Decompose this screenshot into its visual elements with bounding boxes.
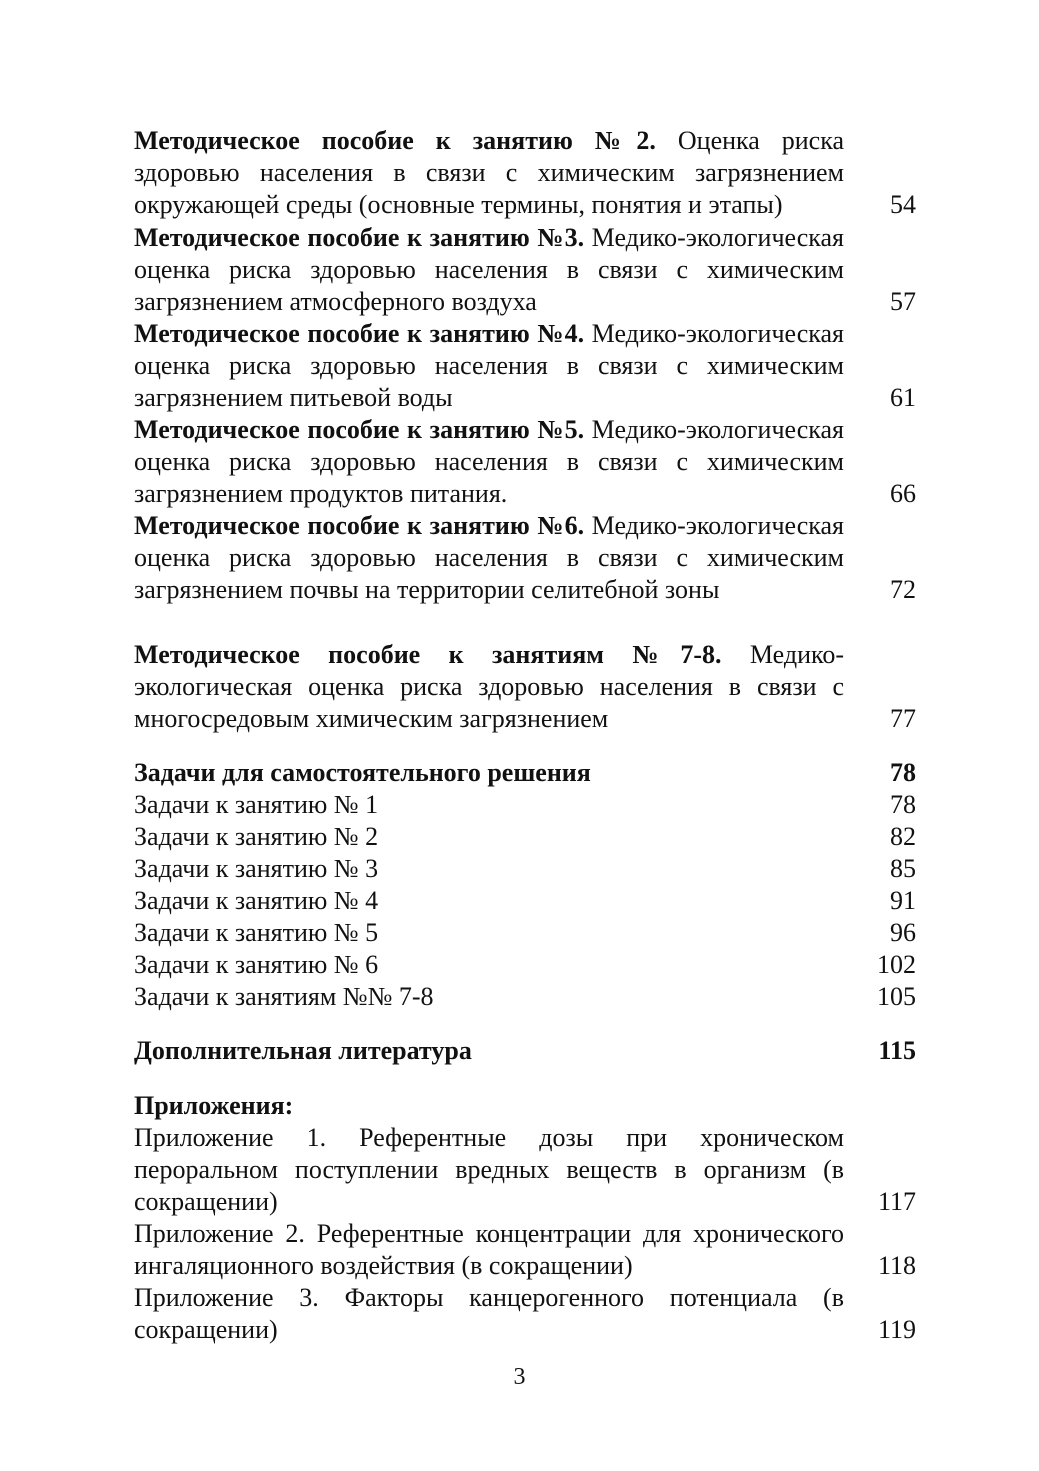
toc-entry-text (134, 318, 844, 414)
toc-page-number: 66 (890, 479, 916, 508)
toc-appendix-1 (134, 1122, 916, 1218)
toc-entry-description: Медико-экологическая оценка риска здоровью населения в связи с химическим загрязнением продуктов питания. (134, 415, 844, 508)
toc-page-number: 78 (890, 758, 916, 787)
toc-entry-title: Методическое пособие к занятию №3. (134, 223, 585, 252)
toc-entry-description: Медико-экологическая оценка риска здоровью населения в связи с химическим загрязнением атмосферного воздуха (134, 223, 844, 316)
toc-entry-title: Методическое пособие к занятию №2. (134, 126, 656, 155)
toc-section-title: Задачи для самостоятельного решения (134, 758, 591, 787)
toc-entry-title: Методическое пособие к занятию №5. (134, 415, 585, 444)
toc-section-title: Дополнительная литература (134, 1036, 472, 1065)
toc-entry-description: Медико-экологическая оценка риска здоровью населения в связи с многосредовым химическим загрязнением (134, 640, 844, 733)
toc-task-label: Задачи к занятию № 3 (134, 854, 379, 883)
toc-entry-text (134, 125, 844, 221)
toc-task-3 (134, 853, 916, 885)
toc-section-title: Приложения: (134, 1091, 294, 1120)
toc-page-number: 96 (890, 918, 916, 947)
toc-entry-title: Методическое пособие к занятию №6. (134, 511, 585, 540)
toc-page-number: 54 (890, 190, 916, 219)
page-number: 3 (513, 1364, 526, 1390)
toc-entry-title: Методическое пособие к занятию №4. (134, 319, 585, 348)
toc-page-number: 61 (890, 383, 916, 412)
toc-page-number: 82 (890, 822, 916, 851)
toc-entry-text (134, 639, 844, 735)
toc-entry-lesson-2 (134, 125, 916, 221)
toc-entry-lesson-5 (134, 414, 916, 510)
toc-appendix-text: Приложение 3. Факторы канцерогенного потенциала (в сокращении) (134, 1283, 844, 1344)
toc-entry-description: Медико-экологическая оценка риска здоровью населения в связи с химическим загрязнением питьевой воды (134, 319, 844, 412)
toc-entry-lesson-3 (134, 222, 916, 318)
toc-appendix-text: Приложение 1. Референтные дозы при хроническом пероральном поступлении вредных веществ в организм (в сокращении) (134, 1123, 844, 1216)
toc-entry-lessons-7-8 (134, 639, 916, 735)
toc-task-label: Задачи к занятию № 5 (134, 918, 379, 947)
toc-entry-text (134, 414, 844, 510)
toc-section-appendices (134, 1090, 916, 1122)
toc-page-number: 102 (877, 950, 916, 979)
toc-page-number: 78 (890, 790, 916, 819)
toc-page-number: 115 (878, 1036, 916, 1065)
toc-task-6 (134, 949, 916, 981)
toc-appendix-3 (134, 1282, 916, 1346)
toc-task-label: Задачи к занятию № 6 (134, 950, 379, 979)
toc-appendix-2 (134, 1218, 916, 1282)
toc-task-label: Задачи к занятию № 2 (134, 822, 379, 851)
toc-task-2 (134, 821, 916, 853)
toc-entry-lesson-4 (134, 318, 916, 414)
toc-page-number: 57 (890, 287, 916, 316)
toc-task-1 (134, 789, 916, 821)
toc-page-number: 72 (890, 575, 916, 604)
toc-task-label: Задачи к занятию № 1 (134, 790, 379, 819)
toc-page-number: 85 (890, 854, 916, 883)
toc-entry-description: Оценка риска здоровью населения в связи с химическим загрязнением окружающей среды (основные термины, понятия и этапы) (134, 126, 844, 219)
toc-entry-lesson-6 (134, 510, 916, 606)
toc-task-7-8 (134, 981, 916, 1013)
toc-page-number: 118 (877, 1251, 916, 1280)
toc-task-label: Задачи к занятию № 4 (134, 886, 379, 915)
toc-entry-description: Медико-экологическая оценка риска здоровью населения в связи с химическим загрязнением почвы на территории селитебной зоны (134, 511, 844, 604)
toc-entry-text (134, 510, 844, 606)
toc-entry-text (134, 222, 844, 318)
toc-page-number: 117 (877, 1187, 916, 1216)
toc-appendix-text: Приложение 2. Референтные концентрации для хронического ингаляционного воздействия (в сокращении) (134, 1219, 844, 1280)
toc-entry-title: Методическое пособие к занятиям №7-8. (134, 640, 722, 669)
toc-page-number: 119 (877, 1315, 916, 1344)
toc-section-literature (134, 1035, 916, 1067)
toc-page-number: 91 (890, 886, 916, 915)
toc-page-number: 105 (877, 982, 916, 1011)
toc-task-4 (134, 885, 916, 917)
toc-task-label: Задачи к занятиям №№ 7-8 (134, 982, 434, 1011)
toc-section-tasks (134, 757, 916, 789)
toc-task-5 (134, 917, 916, 949)
toc-page-number: 77 (890, 704, 916, 733)
